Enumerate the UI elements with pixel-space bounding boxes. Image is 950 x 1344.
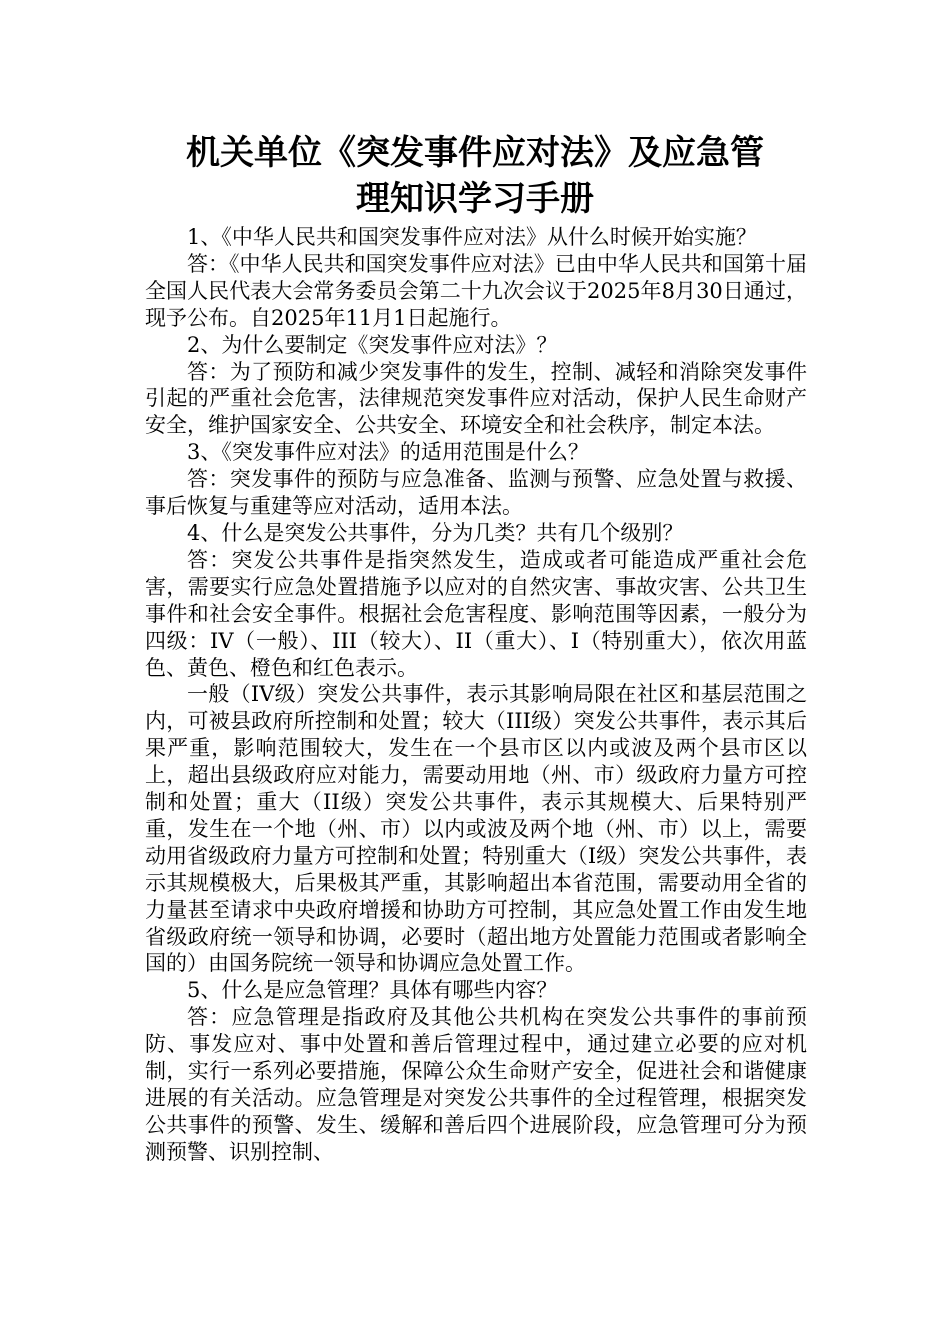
question-5: 5、什么是应急管理？具体有哪些内容？ <box>187 978 558 1003</box>
answer-2: 答：为了预防和减少突发事件的发生，控制、减轻和消除突发事件引起的严重社会危害，法律规范突发事件应对活动，保护人民生命财产安全，维护国家安全、公共安全、环境安全和社会秩序，制定本法。 <box>145 359 807 438</box>
answer-4: 答：突发公共事件是指突然发生，造成或者可能造成严重社会危害，需要实行应急处置措施予以应对的自然灾害、事故灾害、公共卫生事件和社会安全事件。根据社会危害程度、影响范围等因素，一般分为四级：IV（一般）、III（较大）、II（重大）、I（特别重大），依次用蓝色、黄色、橙色和红色表示。 <box>145 547 807 680</box>
question-1: 1、《中华人民共和国突发事件应对法》从什么时候开始实施？ <box>187 225 757 249</box>
answer-3: 答：突发事件的预防与应急准备、监测与预警、应急处置与救援、事后恢复与重建等应对活动，适用本法。 <box>145 467 807 519</box>
document-title-line-1: 机关单位《突发事件应对法》及应急管 <box>186 133 764 173</box>
question-2: 2、为什么要制定《突发事件应对法》？ <box>187 332 558 357</box>
question-3: 3、《突发事件应对法》的适用范围是什么？ <box>187 440 589 465</box>
document-title-line-2: 理知识学习手册 <box>356 179 594 219</box>
answer-4-levels: 一般（IV级）突发公共事件，表示其影响局限在社区和基层范围之内，可被县政府所控制和处置；较大（III级）突发公共事件，表示其后果严重，影响范围较大，发生在一个县市区以内或波及两个县市区以上，超出县级政府应对能力，需要动用地（州、市）级政府力量方可控制和处置；重大（II级）突发公共事件，表示其规模大、后果特别严重，发生在一个地（州、市）以内或波及两个地（州、市）以上，需要动用省级政府力量方可控制和处置；特别重大（I级）突发公共事件，表示其规模极大，后果极其严重，其影响超出本省范围，需要动用全省的力量甚至请求中央政府增援和协助方可控制，其应急处置工作由发生地省级政府统一领导和协调，必要时（超出地方处置能力范围或者影响全国的）由国务院统一领导和协调应急处置工作。 <box>145 682 807 976</box>
document-body <box>145 224 807 1166</box>
question-4: 4、什么是突发公共事件，分为几类？共有几个级别？ <box>187 520 684 545</box>
answer-1: 答：《中华人民共和国突发事件应对法》已由中华人民共和国第十届全国人民代表大会常务委员会第二十九次会议于2025年8月30日通过，现予公布。自2025年11月1日起施行。 <box>145 251 807 330</box>
answer-5: 答：应急管理是指政府及其他公共机构在突发公共事件的事前预防、事发应对、事中处置和善后管理过程中，通过建立必要的应对机制，实行一系列必要措施，保障公众生命财产安全，促进社会和谐健康进展的有关活动。应急管理是对突发公共事件的全过程管理，根据突发公共事件的预警、发生、缓解和善后四个进展阶段，应急管理可分为预测预警、识别控制、 <box>145 1005 807 1164</box>
